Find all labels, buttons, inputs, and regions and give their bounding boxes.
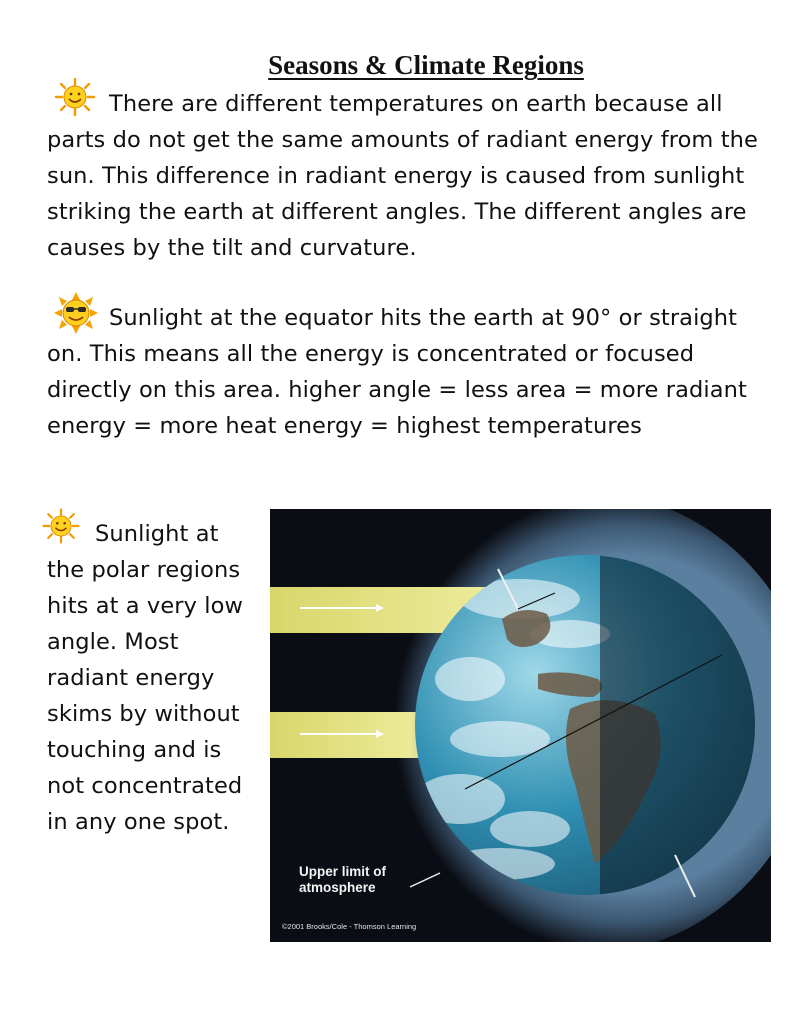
paragraph-polar-regions	[47, 516, 262, 840]
paragraph-text: Sunlight at the equator hits the earth at 90° or straight on. This means all the energy is concentrated or focused directly on this area. higher angle = less area = more radiant energy = more heat energy = highest temperatures	[47, 305, 747, 439]
earth-sunlight-figure	[270, 509, 771, 942]
figure-credit: ©2001 Brooks/Cole - Thomson Learning	[282, 922, 417, 931]
paragraph-text: There are different temperatures on earth because all parts do not get the same amounts of radiant energy from the sun. This difference in radiant energy is caused from sunlight striking the earth at different angles. The different angles are causes by the tilt and curvature.	[47, 91, 758, 261]
paragraph-text: Sunlight at the polar regions hits at a very low angle. Most radiant energy skims by without touching and is not concentrated in any one spot.	[47, 521, 244, 835]
page-title: Seasons & Climate Regions	[268, 50, 584, 80]
paragraph-equator	[47, 300, 759, 444]
atmosphere-label	[299, 864, 386, 896]
atmosphere-label-line2: atmosphere	[299, 880, 376, 895]
paragraph-temperature-differences	[47, 86, 759, 266]
atmosphere-label-line1: Upper limit of	[299, 864, 386, 879]
